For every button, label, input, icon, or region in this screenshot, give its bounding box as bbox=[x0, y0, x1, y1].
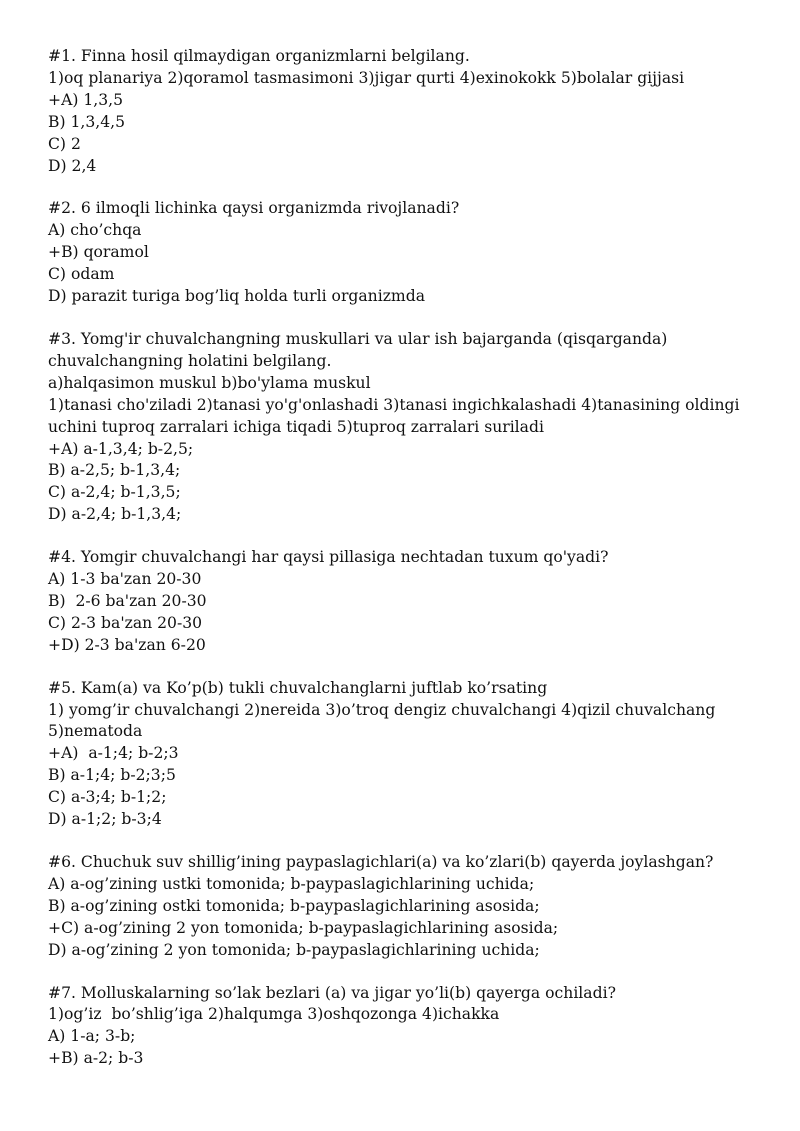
question-6 bbox=[48, 852, 768, 962]
question-3 bbox=[48, 329, 768, 526]
question-5 bbox=[48, 678, 768, 831]
question-7-option-a: A) 1-a; 3-b; bbox=[48, 1027, 136, 1046]
question-5-option-d: D) a-1;2; b-3;4 bbox=[48, 810, 162, 829]
question-7-option-b: +B) a-2; b-3 bbox=[48, 1049, 144, 1068]
question-5-stem-line-1: #5. Kam(a) va Ko’p(b) tukli chuvalchanglarni juftlab ko’rsating bbox=[48, 678, 548, 697]
question-1-stem-line-1: #1. Finna hosil qilmaydigan organizmlarni belgilang. bbox=[48, 47, 470, 65]
question-3-stem-line-2: chuvalchangning holatini belgilang. bbox=[48, 351, 332, 370]
question-3-statements-line-1: a)halqasimon muskul b)bo'ylama muskul bbox=[48, 373, 371, 392]
question-2-option-a: A) cho’chqa bbox=[48, 221, 142, 240]
question-2 bbox=[48, 198, 768, 308]
question-4-option-a: A) 1-3 ba'zan 20-30 bbox=[48, 570, 202, 589]
question-1 bbox=[48, 46, 768, 177]
question-7 bbox=[48, 983, 768, 1071]
question-2-option-d: D) parazit turiga bog’liq holda turli organizmda bbox=[48, 287, 425, 306]
document-body bbox=[48, 46, 768, 1091]
question-1-statements-line-1: 1)oq planariya 2)qoramol tasmasimoni 3)jigar qurti 4)exinokokk 5)bolalar gijjasi bbox=[48, 68, 685, 87]
question-3-option-a: +A) a-1,3,4; b-2,5; bbox=[48, 439, 194, 458]
question-4-option-c: C) 2-3 ba'zan 20-30 bbox=[48, 613, 203, 632]
question-6-option-b: B) a-og’zining ostki tomonida; b-paypaslagichlarining asosida; bbox=[48, 896, 540, 915]
question-1-option-b: B) 1,3,4,5 bbox=[48, 112, 126, 131]
question-6-option-a: A) a-og’zining ustki tomonida; b-paypaslagichlarining uchida; bbox=[48, 874, 535, 893]
question-1-option-d: D) 2,4 bbox=[48, 156, 97, 175]
question-7-stem-line-1: #7. Molluskalarning so’lak bezlari (a) va jigar yo’li(b) qayerga ochiladi? bbox=[48, 983, 616, 1002]
question-2-stem-line-1: #2. 6 ilmoqli lichinka qaysi organizmda rivojlanadi? bbox=[48, 199, 460, 218]
question-3-option-b: B) a-2,5; b-1,3,4; bbox=[48, 461, 181, 480]
question-4 bbox=[48, 547, 768, 657]
question-4-option-b: B) 2-6 ba'zan 20-30 bbox=[48, 591, 207, 610]
question-5-statements-line-1: 1) yomg’ir chuvalchangi 2)nereida 3)o’troq dengiz chuvalchangi 4)qizil chuvalchang bbox=[48, 700, 716, 719]
question-1-option-c: C) 2 bbox=[48, 134, 81, 153]
question-3-option-d: D) a-2,4; b-1,3,4; bbox=[48, 505, 182, 524]
question-3-statements-line-3: uchini tuproq zarralari ichiga tiqadi 5)tuproq zarralari suriladi bbox=[48, 417, 544, 436]
question-3-stem-line-1: #3. Yomg'ir chuvalchangning muskullari va ular ish bajarganda (qisqarganda) bbox=[48, 329, 668, 348]
question-4-option-d: +D) 2-3 ba'zan 6-20 bbox=[48, 635, 206, 654]
question-6-option-d: D) a-og’zining 2 yon tomonida; b-paypaslagichlarining uchida; bbox=[48, 940, 540, 959]
question-5-statements-line-2: 5)nematoda bbox=[48, 722, 143, 741]
question-6-stem-line-1: #6. Chuchuk suv shillig’ining paypaslagichlari(a) va ko’zlari(b) qayerda joylashgan? bbox=[48, 853, 714, 871]
question-5-option-a: +A) a-1;4; b-2;3 bbox=[48, 744, 179, 763]
question-7-statements-line-1: 1)og’iz bo’shlig’iga 2)halqumga 3)oshqozonga 4)ichakka bbox=[48, 1005, 500, 1024]
question-3-statements-line-2: 1)tanasi cho'ziladi 2)tanasi yo'g'onlashadi 3)tanasi ingichkalashadi 4)tanasining oldingi bbox=[48, 395, 740, 414]
question-3-option-c: C) a-2,4; b-1,3,5; bbox=[48, 483, 181, 502]
question-2-option-b: +B) qoramol bbox=[48, 243, 149, 262]
question-2-option-c: C) odam bbox=[48, 265, 115, 284]
question-5-option-c: C) a-3;4; b-1;2; bbox=[48, 788, 167, 807]
question-6-option-c: +C) a-og’zining 2 yon tomonida; b-paypaslagichlarining asosida; bbox=[48, 918, 559, 937]
question-1-option-a: +A) 1,3,5 bbox=[48, 90, 124, 109]
question-4-stem-line-1: #4. Yomgir chuvalchangi har qaysi pillasiga nechtadan tuxum qo'yadi? bbox=[48, 548, 609, 567]
question-5-option-b: B) a-1;4; b-2;3;5 bbox=[48, 766, 176, 785]
